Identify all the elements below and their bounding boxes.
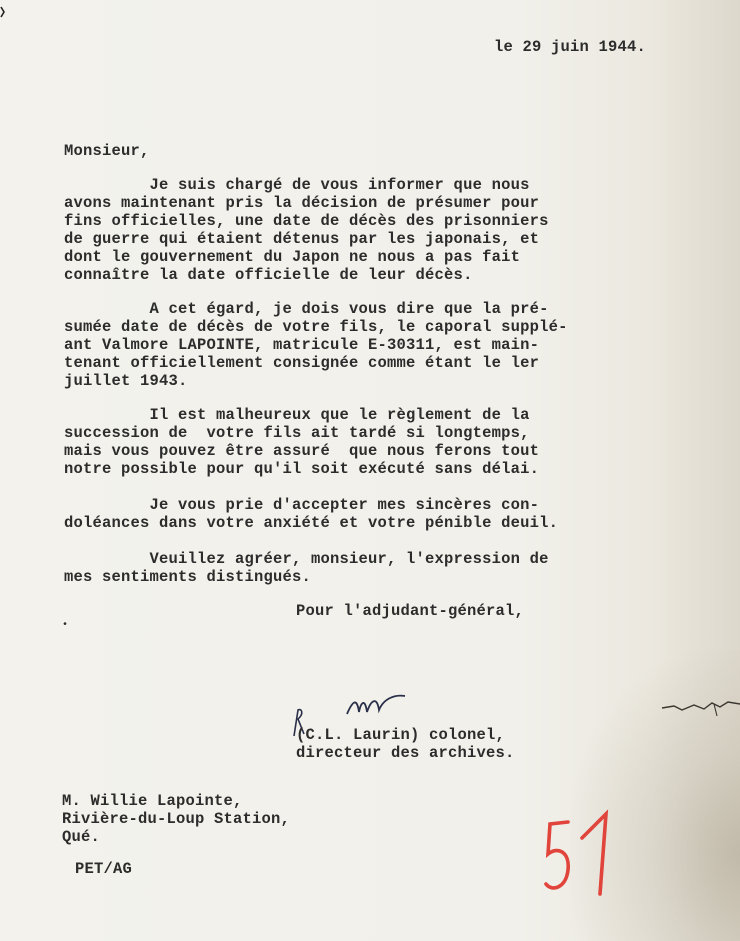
signature-name: (C.L. Laurin) colonel, bbox=[296, 726, 506, 744]
paragraph-2-line-5: juillet 1943. bbox=[64, 372, 188, 390]
paragraph-2-line-4: tenant officiellement consignée comme étant le ler bbox=[64, 354, 540, 372]
paper-tear-mark bbox=[660, 690, 740, 720]
dot-mark: • bbox=[62, 620, 69, 631]
reference-code: PET/AG bbox=[75, 860, 133, 878]
paragraph-3-line-1: Il est malheureux que le règlement de la bbox=[64, 406, 530, 424]
paragraph-3-line-2: succession de votre fils ait tardé si longtemps, bbox=[64, 424, 530, 442]
closing-line: Pour l'adjudant-général, bbox=[296, 602, 525, 620]
paragraph-3-line-4: notre possible pour qu'il soit exécuté sans délai. bbox=[64, 460, 540, 478]
handwritten-initials bbox=[343, 690, 413, 720]
paragraph-1-line-4: de guerre qui étaient détenus par les japonais, et bbox=[64, 230, 540, 248]
paragraph-1-line-1: Je suis chargé de vous informer que nous bbox=[64, 176, 530, 194]
handwritten-page-number bbox=[540, 808, 620, 903]
paragraph-2-line-1: A cet égard, je dois vous dire que la pré- bbox=[64, 300, 549, 318]
recipient-street: Rivière-du-Loup Station, bbox=[62, 810, 291, 828]
handwritten-page-number-drawing bbox=[540, 808, 620, 903]
paragraph-1-line-5: dont le gouvernement du Japon ne nous a pas fait bbox=[64, 248, 521, 266]
paragraph-4-line-1: Je vous prie d'accepter mes sincères con- bbox=[64, 496, 540, 514]
paragraph-5-line-2: mes sentiments distingués. bbox=[64, 568, 312, 586]
salutation: Monsieur, bbox=[64, 142, 150, 160]
letter-date: le 29 juin 1944. bbox=[494, 38, 647, 56]
recipient-province: Qué. bbox=[62, 828, 101, 846]
corner-mark bbox=[0, 6, 6, 18]
paragraph-1-line-3: fins officielles, une date de décès des prisonniers bbox=[64, 212, 549, 230]
paragraph-2-line-3: ant Valmore LAPOINTE, matricule E-30311, est main- bbox=[64, 336, 540, 354]
paragraph-4-line-2: doléances dans votre anxiété et votre pénible deuil. bbox=[64, 514, 559, 532]
paragraph-1-line-2: avons maintenant pris la décision de présumer pour bbox=[64, 194, 540, 212]
paragraph-5-line-1: Veuillez agréer, monsieur, l'expression de bbox=[64, 550, 549, 568]
signature-title: directeur des archives. bbox=[296, 744, 515, 762]
paragraph-1-line-6: connaître la date officielle de leur décès. bbox=[64, 266, 473, 284]
paragraph-2-line-2: sumée date de décès de votre fils, le caporal supplé- bbox=[64, 318, 568, 336]
paragraph-3-line-3: mais vous pouvez être assuré que nous ferons tout bbox=[64, 442, 540, 460]
recipient-name: M. Willie Lapointe, bbox=[62, 792, 243, 810]
